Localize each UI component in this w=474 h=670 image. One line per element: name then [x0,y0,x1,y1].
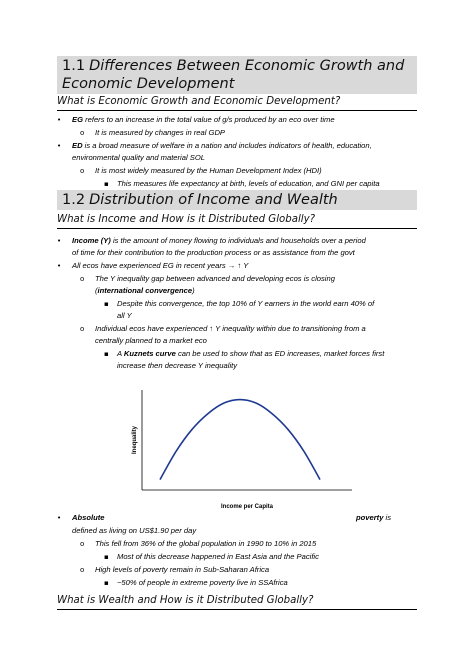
bullet-circle-icon: o [80,167,85,175]
list-item: Most of this decrease happened in East Asia and the Pacific [117,552,319,561]
bullet-square-icon: ▪ [104,350,109,358]
list-item: This fell from 36% of the global population in 1990 to 10% in 2015 [95,539,317,548]
bullet-square-icon: ▪ [104,300,109,308]
list-item-continued: increase then decrease Y inequality [117,361,238,370]
section-heading-1-1 [57,56,417,94]
list-item-continued: environmental quality and material SOL [72,153,205,162]
y-axis-label: Inequality [132,425,138,455]
bullet-dot-icon: • [57,237,62,245]
list-item: The Y inequality gap between advanced and developing ecos is closing [95,274,335,283]
list-item-continued: defined as living on US$1.90 per day [72,526,197,535]
bullet-dot-icon: • [57,514,62,522]
section-title-line1: Differences Between Economic Growth and [89,58,405,74]
bullet-circle-icon: o [80,566,85,574]
list-item: Individual ecos have experienced ↑ Y inequality within due to transitioning from a [95,324,366,333]
section-title-line2: Economic Development [62,76,235,92]
list-item-tail: poverty is [356,513,392,522]
list-item: A Kuznets curve can be used to show that as ED increases, market forces first [117,349,385,358]
list-item: It is most widely measured by the Human Development Index (HDI) [95,166,322,175]
list-item: High levels of poverty remain in Sub-Saharan Africa [95,565,270,574]
list-item-continued: (international convergence) [95,286,195,295]
list-item-continued: all Y [117,311,132,320]
list-item: It is measured by changes in real GDP [95,128,225,137]
bullet-circle-icon: o [80,129,85,137]
bullet-square-icon: ▪ [104,180,109,188]
list-item: All ecos have experienced EG in recent years → ↑ Y [72,261,249,270]
bullet-square-icon: ▪ [104,553,109,561]
list-item: Absolute [72,513,105,522]
section-number: 1.1 [62,58,86,74]
bullet-square-icon: ▪ [104,579,109,587]
bullet-dot-icon: • [57,116,62,124]
subheading-eg-ed: What is Economic Growth and Economic Development? [57,95,417,111]
section-heading-1-2 [57,190,417,210]
bullet-circle-icon: o [80,540,85,548]
list-item: Despite this convergence, the top 10% of Y earners in the world earn 40% of [117,299,375,308]
bullet-dot-icon: • [57,262,62,270]
subheading-income: What is Income and How is it Distributed Globally? [57,213,417,229]
list-item: Income (Y) is the amount of money flowing to individuals and households over a period [72,236,366,245]
list-item: ~50% of people in extreme poverty live in SSAfrica [117,578,288,587]
list-item: ED is a broad measure of welfare in a nation and includes indicators of health, education, [72,141,372,150]
list-item-continued: centrally planned to a market eco [95,336,207,345]
kuznets-curve-chart [120,382,360,514]
list-item: This measures life expectancy at birth, levels of education, and GNI per capita [117,179,380,188]
x-axis-label: Income per Capita [220,504,274,510]
bullet-circle-icon: o [80,275,85,283]
list-item: EG refers to an increase in the total value of g/s produced by an eco over time [72,115,335,124]
bullet-circle-icon: o [80,325,85,333]
subheading-wealth: What is Wealth and How is it Distributed Globally? [57,594,417,610]
bullet-dot-icon: • [57,142,62,150]
section-title: Distribution of Income and Wealth [89,192,338,208]
kuznets-curve-line [160,400,320,480]
section-number: 1.2 [62,192,86,208]
list-item-continued: of time for their contribution to the production process or as assistance from the govt [72,248,355,257]
